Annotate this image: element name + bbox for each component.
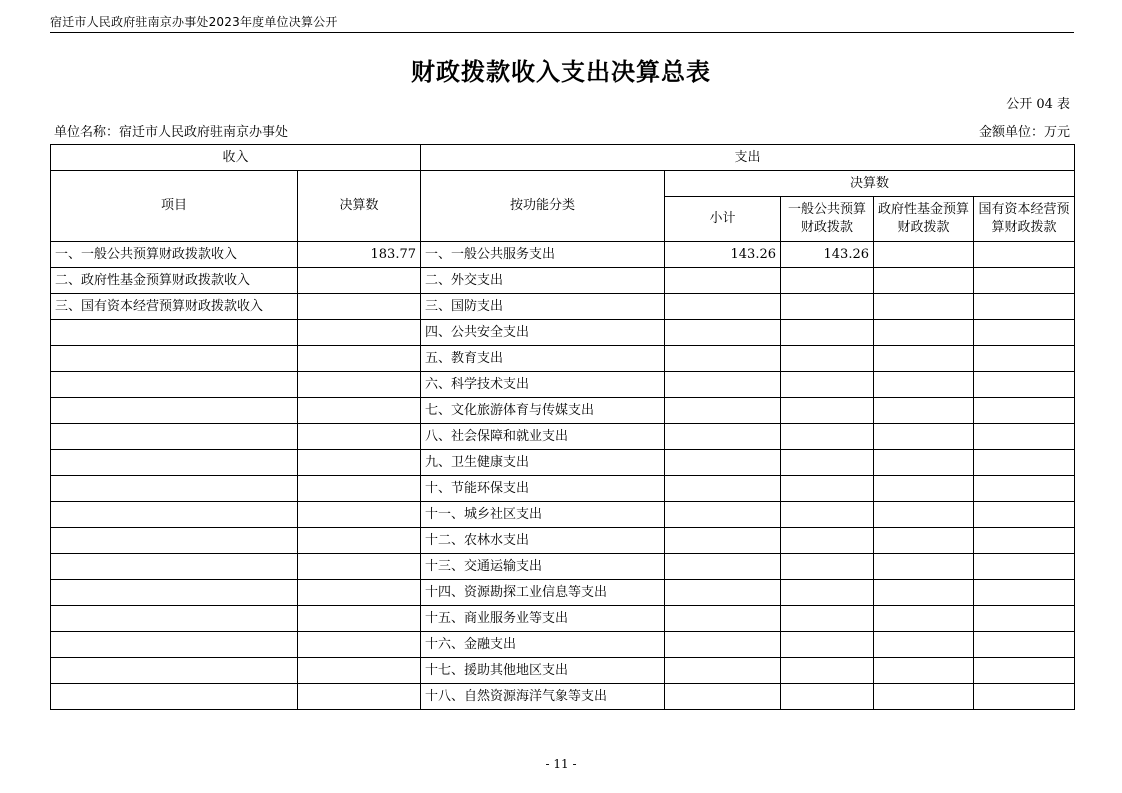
general-budget-cell [781,528,874,554]
income-amount-cell [298,502,421,528]
table-row [51,398,1075,424]
gov-fund-cell [874,346,974,372]
table-row [51,606,1075,632]
subtotal-cell [665,502,781,528]
table-row [51,684,1075,710]
general-budget-cell [781,658,874,684]
income-item-cell [51,398,298,424]
table-row [51,580,1075,606]
col-final-group-header: 决算数 [665,171,1075,197]
income-item-cell [51,528,298,554]
state-capital-cell [974,528,1075,554]
gov-fund-cell [874,450,974,476]
income-item-cell [51,658,298,684]
general-budget-cell [781,424,874,450]
table-row [51,502,1075,528]
general-budget-cell [781,632,874,658]
gov-fund-cell [874,476,974,502]
table-row [51,554,1075,580]
expense-item-cell: 十四、资源勘探工业信息等支出 [421,580,665,606]
general-budget-cell [781,268,874,294]
income-amount-cell: 183.77 [298,242,421,268]
expense-item-cell: 十一、城乡社区支出 [421,502,665,528]
income-amount-cell [298,450,421,476]
income-amount-cell [298,476,421,502]
expense-item-cell: 七、文化旅游体育与传媒支出 [421,398,665,424]
income-amount-cell [298,268,421,294]
header-row-2 [51,171,1075,197]
general-budget-cell [781,606,874,632]
unit-name: 单位名称：宿迁市人民政府驻南京办事处 [54,125,289,140]
col-item-header: 项目 [51,171,298,242]
income-amount-cell [298,684,421,710]
income-item-cell [51,632,298,658]
general-budget-cell [781,450,874,476]
table-row [51,372,1075,398]
state-capital-cell [974,476,1075,502]
subtotal-cell [665,346,781,372]
expense-item-cell: 十三、交通运输支出 [421,554,665,580]
income-item-cell [51,476,298,502]
income-item-cell: 三、国有资本经营预算财政拨款收入 [51,294,298,320]
gov-fund-cell [874,632,974,658]
col-function-class-header: 按功能分类 [421,171,665,242]
state-capital-cell [974,502,1075,528]
subtotal-cell [665,294,781,320]
income-amount-cell [298,580,421,606]
expense-item-cell: 十七、援助其他地区支出 [421,658,665,684]
subtotal-cell [665,450,781,476]
subtotal-cell [665,424,781,450]
gov-fund-cell [874,294,974,320]
income-item-cell [51,502,298,528]
income-amount-cell [298,658,421,684]
general-budget-cell [781,346,874,372]
state-capital-cell [974,450,1075,476]
general-budget-cell [781,684,874,710]
col-subtotal-header: 小计 [665,197,781,242]
general-budget-cell [781,554,874,580]
state-capital-cell [974,346,1075,372]
table-row [51,294,1075,320]
header-rule [50,32,1074,33]
state-capital-cell [974,658,1075,684]
income-item-cell [51,606,298,632]
subtotal-cell [665,528,781,554]
table-row [51,658,1075,684]
table-row [51,346,1075,372]
subtotal-cell [665,658,781,684]
state-capital-cell [974,320,1075,346]
income-item-cell: 一、一般公共预算财政拨款收入 [51,242,298,268]
subtotal-cell [665,372,781,398]
expense-item-cell: 十八、自然资源海洋气象等支出 [421,684,665,710]
table-row [51,424,1075,450]
state-capital-cell [974,424,1075,450]
general-budget-cell [781,580,874,606]
income-item-cell [51,424,298,450]
gov-fund-cell [874,554,974,580]
subtotal-cell: 143.26 [665,242,781,268]
expense-item-cell: 二、外交支出 [421,268,665,294]
state-capital-cell [974,684,1075,710]
expense-item-cell: 十六、金融支出 [421,632,665,658]
expense-item-cell: 一、一般公共服务支出 [421,242,665,268]
table-row [51,450,1075,476]
table-row [51,268,1075,294]
income-amount-cell [298,346,421,372]
general-budget-cell [781,398,874,424]
income-item-cell: 二、政府性基金预算财政拨款收入 [51,268,298,294]
expense-item-cell: 九、卫生健康支出 [421,450,665,476]
state-capital-cell [974,554,1075,580]
table-row [51,320,1075,346]
subtotal-cell [665,554,781,580]
income-amount-cell [298,606,421,632]
subtotal-cell [665,606,781,632]
income-amount-cell [298,528,421,554]
general-budget-cell [781,476,874,502]
state-capital-cell [974,242,1075,268]
income-item-cell [51,346,298,372]
income-header: 收入 [51,145,421,171]
subtotal-cell [665,320,781,346]
header-row-1 [51,145,1075,171]
income-item-cell [51,450,298,476]
subtotal-cell [665,476,781,502]
income-amount-cell [298,554,421,580]
income-item-cell [51,372,298,398]
general-budget-cell [781,502,874,528]
subtotal-cell [665,268,781,294]
gov-fund-cell [874,372,974,398]
income-item-cell [51,684,298,710]
gov-fund-cell [874,580,974,606]
budget-summary-table [50,144,1075,710]
subtotal-cell [665,398,781,424]
general-budget-cell [781,320,874,346]
subtotal-cell [665,684,781,710]
gov-fund-cell [874,398,974,424]
expense-item-cell: 五、教育支出 [421,346,665,372]
amount-unit: 金额单位：万元 [978,125,1070,140]
state-capital-cell [974,632,1075,658]
expense-item-cell: 十二、农林水支出 [421,528,665,554]
running-header: 宿迁市人民政府驻南京办事处2023年度单位决算公开 [50,15,338,29]
expense-header: 支出 [421,145,1075,171]
col-final-amount-header: 决算数 [298,171,421,242]
col-gov-fund-header: 政府性基金预算财政拨款 [874,197,974,242]
income-amount-cell [298,294,421,320]
col-general-budget-header: 一般公共预算财政拨款 [781,197,874,242]
expense-item-cell: 三、国防支出 [421,294,665,320]
gov-fund-cell [874,242,974,268]
table-row [51,242,1075,268]
income-amount-cell [298,632,421,658]
expense-item-cell: 十五、商业服务业等支出 [421,606,665,632]
document-title: 财政拨款收入支出决算总表 [411,58,711,86]
state-capital-cell [974,372,1075,398]
general-budget-cell: 143.26 [781,242,874,268]
gov-fund-cell [874,528,974,554]
col-state-capital-header: 国有资本经营预算财政拨款 [974,197,1075,242]
expense-item-cell: 十、节能环保支出 [421,476,665,502]
income-item-cell [51,320,298,346]
income-amount-cell [298,320,421,346]
expense-item-cell: 四、公共安全支出 [421,320,665,346]
gov-fund-cell [874,320,974,346]
state-capital-cell [974,398,1075,424]
income-amount-cell [298,372,421,398]
form-number: 公开 04 表 [1006,97,1070,112]
income-amount-cell [298,398,421,424]
general-budget-cell [781,294,874,320]
gov-fund-cell [874,268,974,294]
gov-fund-cell [874,658,974,684]
gov-fund-cell [874,606,974,632]
subtotal-cell [665,580,781,606]
income-item-cell [51,580,298,606]
state-capital-cell [974,580,1075,606]
table-row [51,476,1075,502]
page-number: - 11 - [545,757,577,771]
table-row [51,528,1075,554]
state-capital-cell [974,268,1075,294]
gov-fund-cell [874,502,974,528]
expense-item-cell: 六、科学技术支出 [421,372,665,398]
income-item-cell [51,554,298,580]
state-capital-cell [974,606,1075,632]
subtotal-cell [665,632,781,658]
state-capital-cell [974,294,1075,320]
general-budget-cell [781,372,874,398]
gov-fund-cell [874,684,974,710]
income-amount-cell [298,424,421,450]
table-row [51,632,1075,658]
gov-fund-cell [874,424,974,450]
expense-item-cell: 八、社会保障和就业支出 [421,424,665,450]
